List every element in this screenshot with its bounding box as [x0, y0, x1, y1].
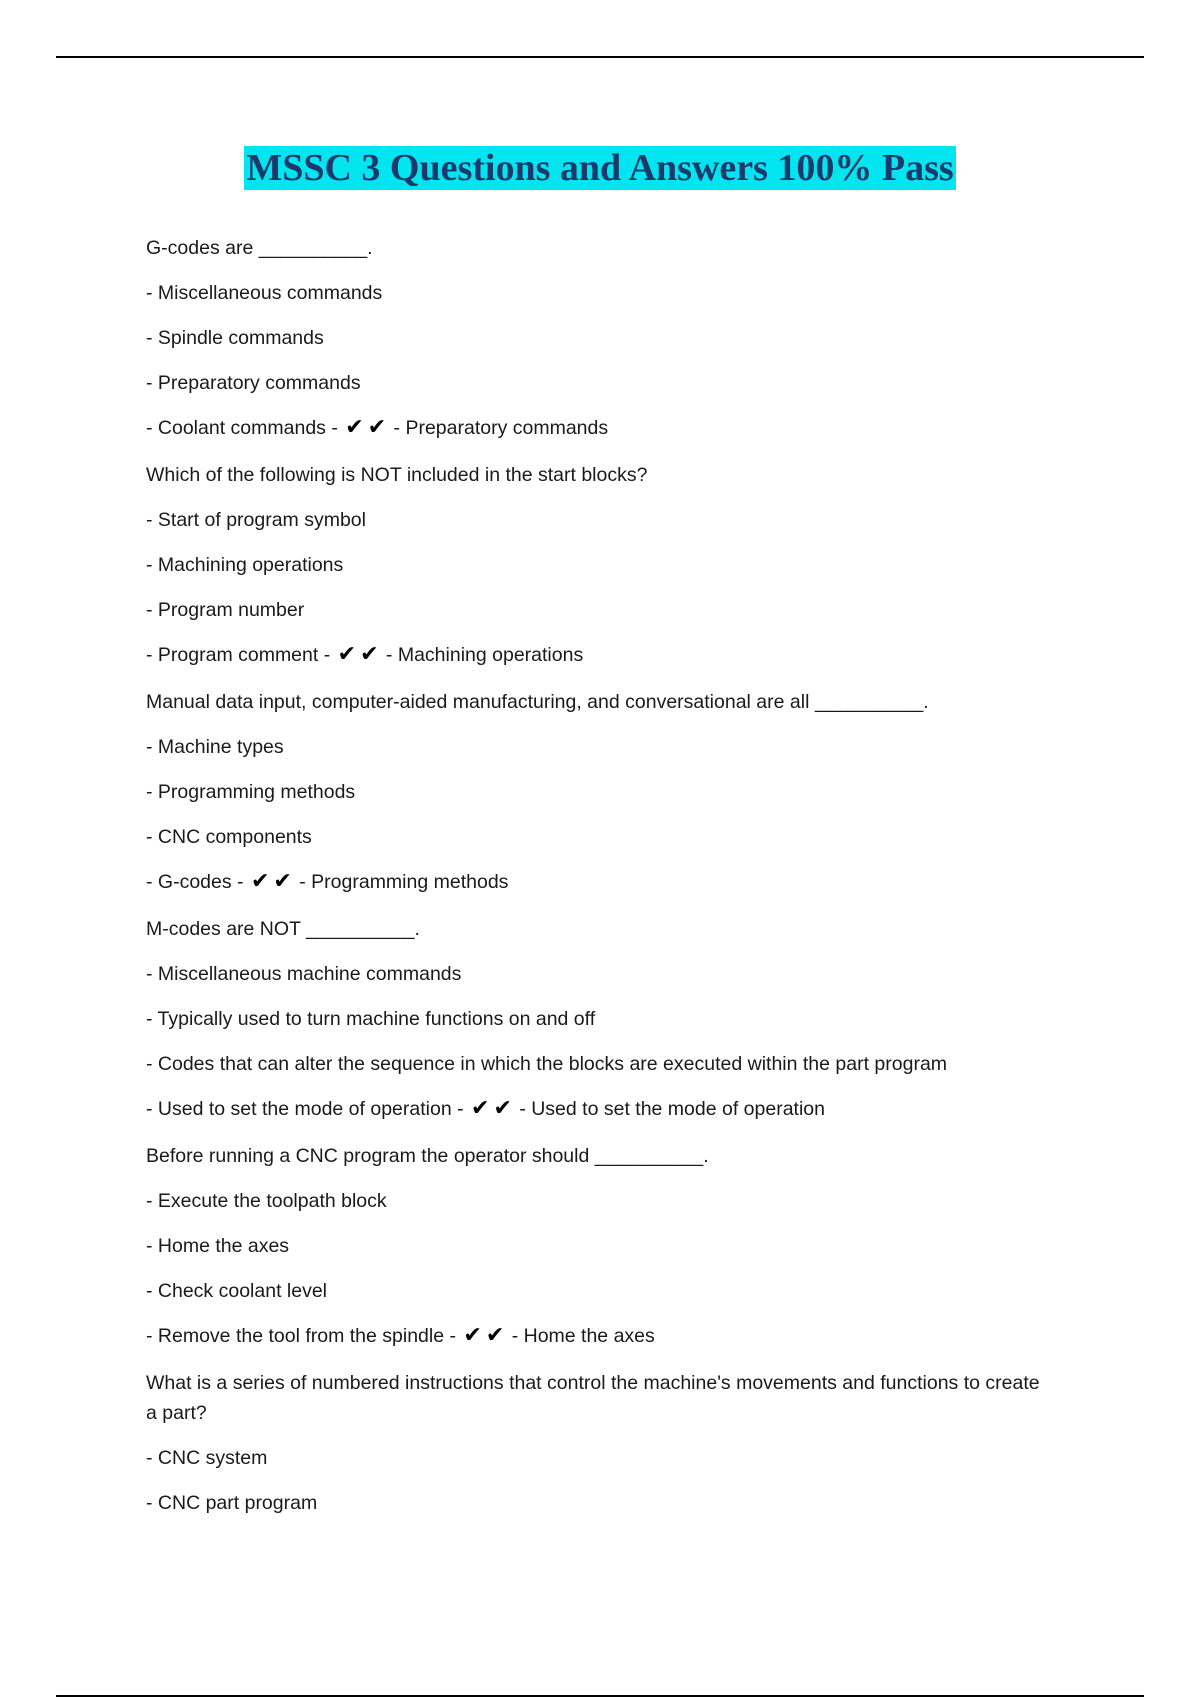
footer-rule — [56, 1695, 1144, 1697]
correct-answer: - Machining operations — [385, 644, 584, 666]
option-with-answer — [146, 1321, 1046, 1351]
option: - Program number — [146, 599, 305, 621]
option: - Coolant commands - — [146, 417, 338, 439]
checkmark-icon: ✔ — [273, 869, 292, 894]
question-prompt: What is a series of numbered instructions that control the machine's movements and functions to create a part? — [146, 1372, 1040, 1424]
option: - Machining operations — [146, 554, 344, 576]
option-with-answer — [146, 867, 1046, 897]
checkmark-icon: ✔ — [463, 1323, 482, 1348]
option-with-answer — [146, 1094, 1046, 1124]
option-with-answer — [146, 413, 1046, 443]
question-block — [146, 687, 1046, 897]
question-prompt: Which of the following is NOT included in the start blocks? — [146, 464, 648, 486]
checkmark-icon: ✔ — [345, 415, 364, 440]
question-prompt: M-codes are NOT __________. — [146, 918, 420, 940]
option-with-answer — [146, 640, 1046, 670]
checkmark-icon: ✔ — [493, 1096, 512, 1121]
question-block — [146, 1368, 1046, 1518]
question-block — [146, 460, 1046, 670]
option: - CNC components — [146, 826, 312, 848]
title-container — [0, 146, 1200, 190]
question-prompt: Before running a CNC program the operator should __________. — [146, 1145, 709, 1167]
question-prompt: G-codes are __________. — [146, 237, 373, 259]
correct-answer: - Programming methods — [299, 871, 509, 893]
option: - Miscellaneous machine commands — [146, 963, 462, 985]
option: - Preparatory commands — [146, 372, 361, 394]
option: - Typically used to turn machine functions on and off — [146, 1008, 596, 1030]
option: - Home the axes — [146, 1235, 290, 1257]
option: - Spindle commands — [146, 327, 324, 349]
checkmark-icon: ✔ — [367, 415, 387, 440]
option: - Miscellaneous commands — [146, 282, 383, 304]
option: - Execute the toolpath block — [146, 1190, 387, 1212]
correct-answer: - Used to set the mode of operation — [519, 1098, 825, 1120]
option: - CNC part program — [146, 1492, 318, 1514]
option: - CNC system — [146, 1447, 268, 1469]
question-block — [146, 914, 1046, 1124]
checkmark-icon: ✔ — [360, 642, 379, 667]
option: - Check coolant level — [146, 1280, 328, 1302]
option: - Start of program symbol — [146, 509, 366, 531]
header-rule — [56, 56, 1144, 58]
checkmark-icon: ✔ — [250, 869, 270, 894]
option: - G-codes - — [146, 871, 244, 893]
option: - Remove the tool from the spindle - — [146, 1325, 456, 1347]
question-prompt: Manual data input, computer-aided manufacturing, and conversational are all __________. — [146, 691, 929, 713]
correct-answer: - Preparatory commands — [393, 417, 609, 439]
document-body — [146, 233, 1046, 1533]
checkmark-icon: ✔ — [337, 642, 357, 667]
option: - Machine types — [146, 736, 284, 758]
option: - Programming methods — [146, 781, 356, 803]
checkmark-icon: ✔ — [471, 1096, 490, 1121]
option: - Program comment - — [146, 644, 331, 666]
question-block — [146, 1141, 1046, 1351]
checkmark-icon: ✔ — [485, 1323, 505, 1348]
page-title: MSSC 3 Questions and Answers 100% Pass — [246, 147, 954, 189]
question-block — [146, 233, 1046, 443]
option: - Used to set the mode of operation - — [146, 1098, 464, 1120]
correct-answer: - Home the axes — [511, 1325, 655, 1347]
option: - Codes that can alter the sequence in which the blocks are executed within the part program — [146, 1053, 948, 1075]
